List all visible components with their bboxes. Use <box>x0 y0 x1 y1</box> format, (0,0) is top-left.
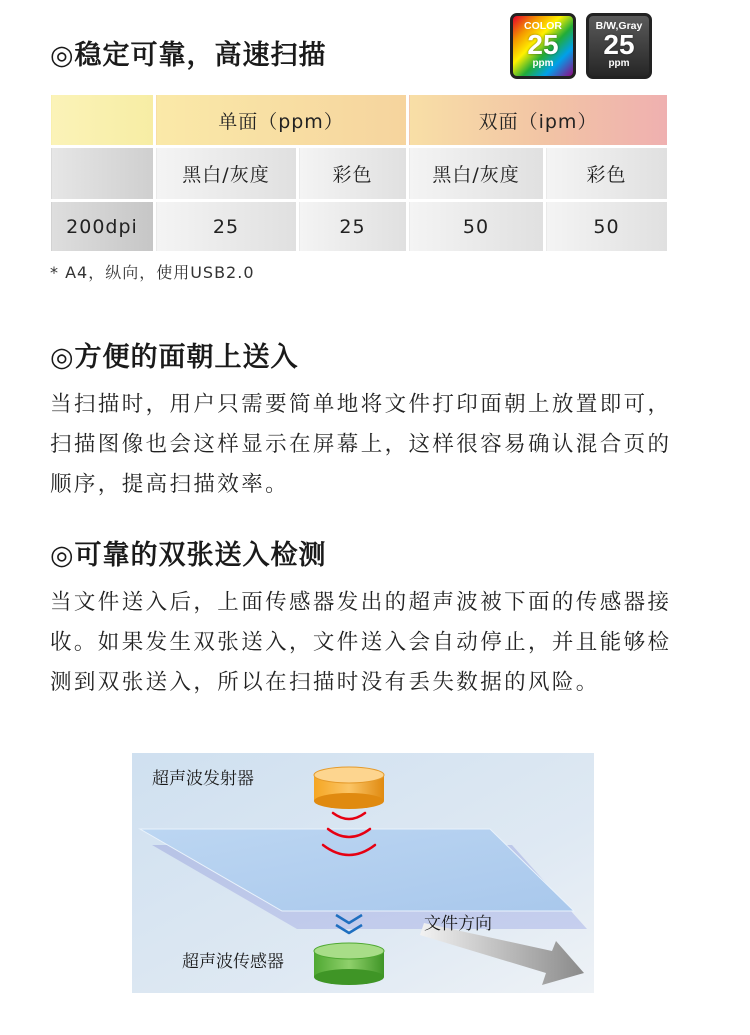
badge-bw-number: 25 <box>603 29 635 60</box>
badge-bw-unit: ppm <box>608 58 630 69</box>
table-footnote: * A4，纵向，使用USB2.0 <box>50 263 255 282</box>
ultrasonic-receiver-icon <box>314 943 384 985</box>
section-body-face-up-feed: 当扫描时，用户只需要简单地将文件打印面朝上放置即可，扫描图像也会这样显示在屏幕上，这样很容易确认混合页的顺序，提高扫描效率。 <box>50 392 672 497</box>
direction-label: 文件方向 <box>424 914 492 933</box>
badge-color-label: COLOR <box>524 20 562 32</box>
speed-spec-table <box>48 92 670 254</box>
value-double-bw: 50 <box>408 201 545 253</box>
badge-color-unit: ppm <box>532 58 554 69</box>
table-row <box>50 201 669 253</box>
section-title-speed: ◎稳定可靠，高速扫描 <box>50 40 327 71</box>
subheader-double-color: 彩色 <box>545 147 669 201</box>
receiver-label: 超声波传感器 <box>182 952 284 971</box>
ultrasonic-emitter-icon <box>314 767 384 809</box>
emitter-label: 超声波发射器 <box>152 769 254 788</box>
value-double-color: 50 <box>545 201 669 253</box>
section-title-face-up-feed: ◎方便的面朝上送入 <box>50 342 299 373</box>
header-double-sided: 双面（ipm） <box>408 94 669 147</box>
value-single-color: 25 <box>298 201 408 253</box>
section-title-double-feed-detection: ◎可靠的双张送入检测 <box>50 540 327 571</box>
section-body-double-feed-detection: 当文件送入后，上面传感器发出的超声波被下面的传感器接收。如果发生双张送入，文件送入会自动停止，并且能够检测到双张送入，所以在扫描时没有丢失数据的风险。 <box>50 590 672 695</box>
badge-bw-label: B/W,Gray <box>595 20 643 32</box>
subheader-single-color: 彩色 <box>298 147 408 201</box>
color-speed-badge <box>510 13 576 79</box>
badge-color-number: 25 <box>527 29 559 60</box>
double-feed-sensor-diagram <box>132 753 594 993</box>
header-single-sided: 单面（ppm） <box>155 94 408 147</box>
value-single-bw: 25 <box>155 201 298 253</box>
table-corner-cell <box>50 94 155 147</box>
table-row-head-blank <box>50 147 155 201</box>
row-label-resolution: 200dpi <box>50 201 155 253</box>
subheader-double-bw: 黑白/灰度 <box>408 147 545 201</box>
subheader-single-bw: 黑白/灰度 <box>155 147 298 201</box>
bw-speed-badge <box>586 13 652 79</box>
